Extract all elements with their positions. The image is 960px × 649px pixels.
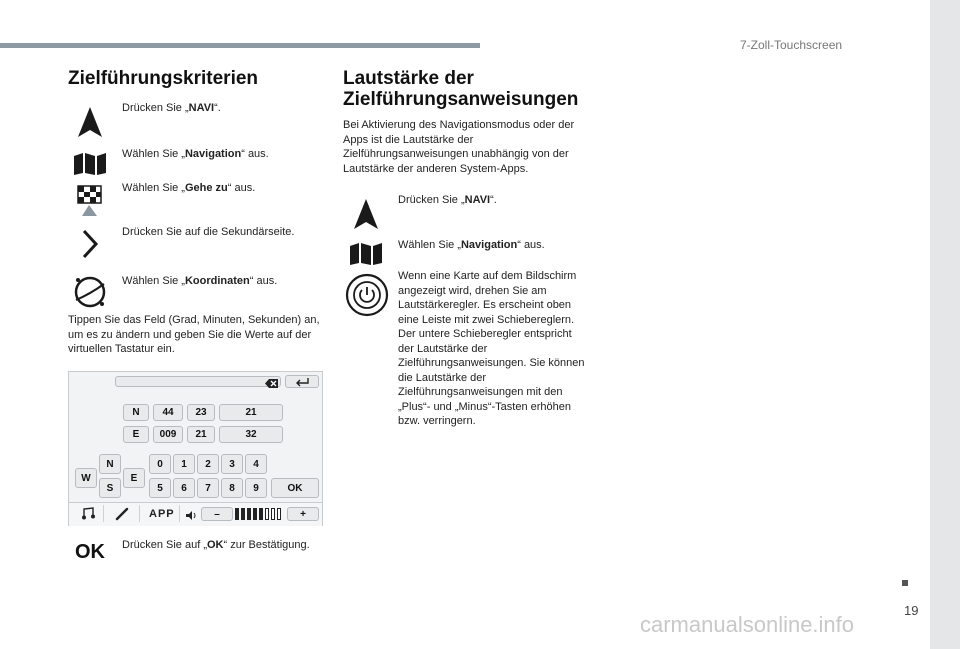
volume-plus-button[interactable]: +	[287, 507, 319, 521]
right-step-2: Wählen Sie „Navigation“ aus.	[398, 239, 545, 251]
volume-segment	[265, 508, 269, 520]
volume-minus-button[interactable]: –	[201, 507, 233, 521]
digit-key-1[interactable]: 1	[173, 454, 195, 474]
speaker-icon	[185, 508, 197, 526]
digit-key-0[interactable]: 0	[149, 454, 171, 474]
backspace-icon[interactable]	[265, 376, 279, 387]
page-number: 19	[904, 603, 919, 618]
left-step-5: Wählen Sie „Koordinaten“ aus.	[122, 275, 278, 287]
navigation-arrow-icon	[70, 102, 110, 142]
text-field[interactable]	[115, 376, 281, 387]
checkered-flag-icon	[70, 180, 110, 220]
chevron-right-icon	[70, 224, 110, 264]
digit-key-2[interactable]: 2	[197, 454, 219, 474]
digit-key-5[interactable]: 5	[149, 478, 171, 498]
digit-key-7[interactable]: 7	[197, 478, 219, 498]
lon-second-field[interactable]: 32	[219, 426, 283, 443]
apps-button[interactable]: APP	[149, 508, 175, 520]
volume-segment	[259, 508, 263, 520]
lat-direction-key[interactable]: N	[123, 404, 149, 421]
volume-segment	[241, 508, 245, 520]
left-confirm-step: Drücken Sie auf „OK“ zur Bestätigung.	[122, 539, 310, 551]
right-step-3: Wenn eine Karte auf dem Bildschirm angezeigt wird, drehen Sie am Lautstärkeregler. Es erscheint oben eine Leiste mit zwei Schiebereglern. Der untere Schieberegler entspricht der Lautstärke der Zielführungsanweisungen. Sie können die Lautstärke der Zielführungsanweisungen mit den „Plus“- und „Minus“-Tasten erhöhen bzw. verringern.	[398, 270, 585, 427]
volume-knob-icon	[345, 273, 389, 317]
volume-slider[interactable]	[235, 508, 285, 520]
return-icon	[294, 377, 310, 387]
digit-key-8[interactable]: 8	[221, 478, 243, 498]
volume-segment	[253, 508, 257, 520]
ok-button-icon: OK	[75, 540, 105, 563]
lon-direction-key[interactable]: E	[123, 426, 149, 443]
navigation-menu-icon	[346, 234, 386, 274]
touchscreen-illustration	[68, 371, 323, 526]
volume-segment	[235, 508, 239, 520]
right-heading: Lautstärke der Zielführungsanweisungen	[343, 68, 579, 110]
left-step-4: Drücken Sie auf die Sekundärseite.	[122, 226, 295, 238]
left-step-3: Wählen Sie „Gehe zu“ aus.	[122, 182, 256, 194]
watermark: carmanualsonline.info	[640, 612, 855, 637]
left-step-1: Drücken Sie „NAVI“.	[122, 102, 221, 114]
compass-e-key[interactable]: E	[123, 468, 145, 488]
left-heading: Zielführungskriterien	[68, 68, 259, 89]
music-icon[interactable]	[81, 507, 95, 525]
navigation-menu-icon	[70, 144, 110, 184]
digit-key-3[interactable]: 3	[221, 454, 243, 474]
volume-segment	[271, 508, 275, 520]
compass-s-key[interactable]: S	[99, 478, 121, 498]
lon-minute-field[interactable]: 21	[187, 426, 215, 443]
volume-segment	[277, 508, 281, 520]
section-title: 7-Zoll-Touchscreen	[740, 38, 843, 52]
right-step-1: Drücken Sie „NAVI“.	[398, 194, 497, 206]
ok-key[interactable]: OK	[271, 478, 319, 498]
return-button[interactable]	[285, 375, 319, 388]
lat-second-field[interactable]: 21	[219, 404, 283, 421]
lon-degree-field[interactable]: 009	[153, 426, 183, 443]
compass-w-key[interactable]: W	[75, 468, 97, 488]
digit-key-9[interactable]: 9	[245, 478, 267, 498]
digit-key-6[interactable]: 6	[173, 478, 195, 498]
digit-key-4[interactable]: 4	[245, 454, 267, 474]
right-intro: Bei Aktivierung des Navigationsmodus oder der Apps ist die Lautstärke der Zielführungsanweisungen unabhängig von der Lautstärke der anderen System-Apps.	[343, 119, 575, 175]
volume-segment	[247, 508, 251, 520]
phone-icon[interactable]	[115, 507, 129, 526]
compass-n-key[interactable]: N	[99, 454, 121, 474]
left-paragraph: Tippen Sie das Feld (Grad, Minuten, Sekunden) an, um es zu ändern und geben Sie die Werte auf der virtuellen Tastatur ein.	[68, 314, 320, 355]
side-strip	[930, 0, 960, 649]
header-rule	[0, 43, 480, 48]
lat-degree-field[interactable]: 44	[153, 404, 183, 421]
lat-minute-field[interactable]: 23	[187, 404, 215, 421]
page-marker	[902, 580, 908, 586]
left-step-2: Wählen Sie „Navigation“ aus.	[122, 148, 269, 160]
globe-icon	[70, 272, 110, 312]
navigation-arrow-icon	[346, 194, 386, 234]
